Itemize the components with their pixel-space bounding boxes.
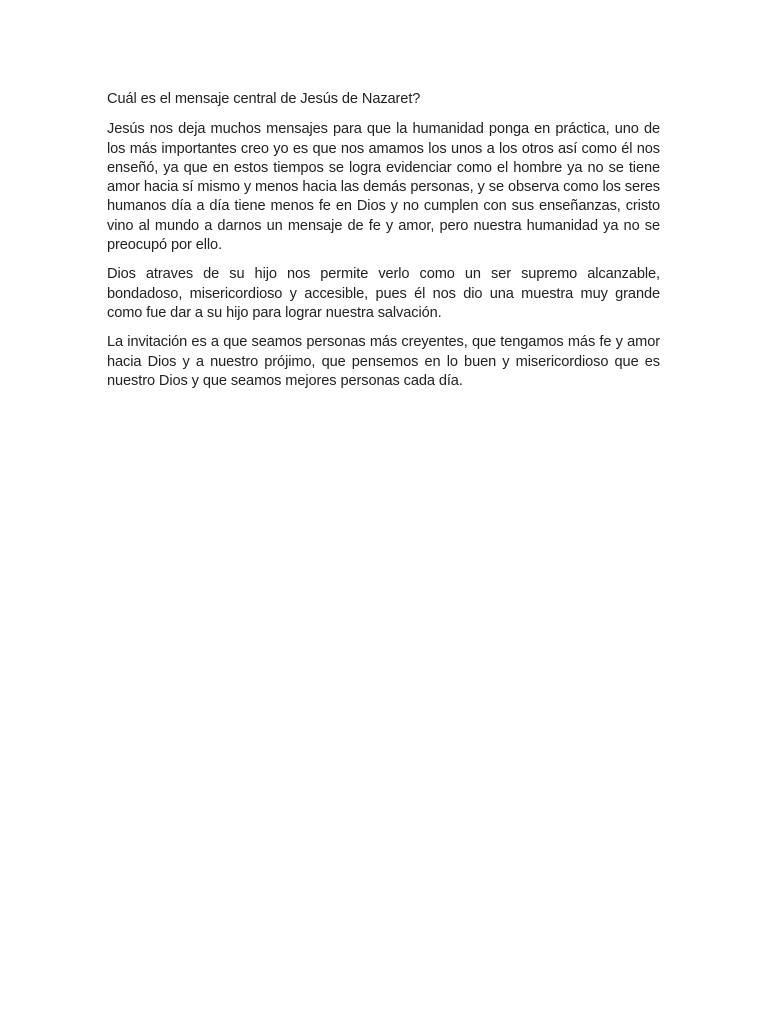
paragraph-3: La invitación es a que seamos personas más creyentes, que tengamos más fe y amor hacia Dios y a nuestro prójimo, que pensemos en lo buen y misericordioso que es nuestro Dios y que seamos mejores personas cada día.: [107, 334, 660, 389]
document-question-title: Cuál es el mensaje central de Jesús de Nazaret?: [107, 91, 421, 107]
paragraph-1: Jesús nos deja muchos mensajes para que la humanidad ponga en práctica, uno de los más importantes creo yo es que nos amamos los unos a los otros así como él nos enseñó, ya que en estos tiempos se logra evidenciar como el hombre ya no se tiene amor hacia sí mismo y menos hacia las demás personas, y se observa como los seres humanos día a día tiene menos fe en Dios y no cumplen con sus enseñanzas, cristo vino al mundo a darnos un mensaje de fe y amor, pero nuestra humanidad ya no se preocupó por ello.: [107, 121, 660, 254]
document-body: [107, 90, 660, 401]
paragraph-2: Dios atraves de su hijo nos permite verlo como un ser supremo alcanzable, bondadoso, misericordioso y accesible, pues él nos dio una muestra muy grande como fue dar a su hijo para lograr nuestra salvación.: [107, 266, 660, 321]
